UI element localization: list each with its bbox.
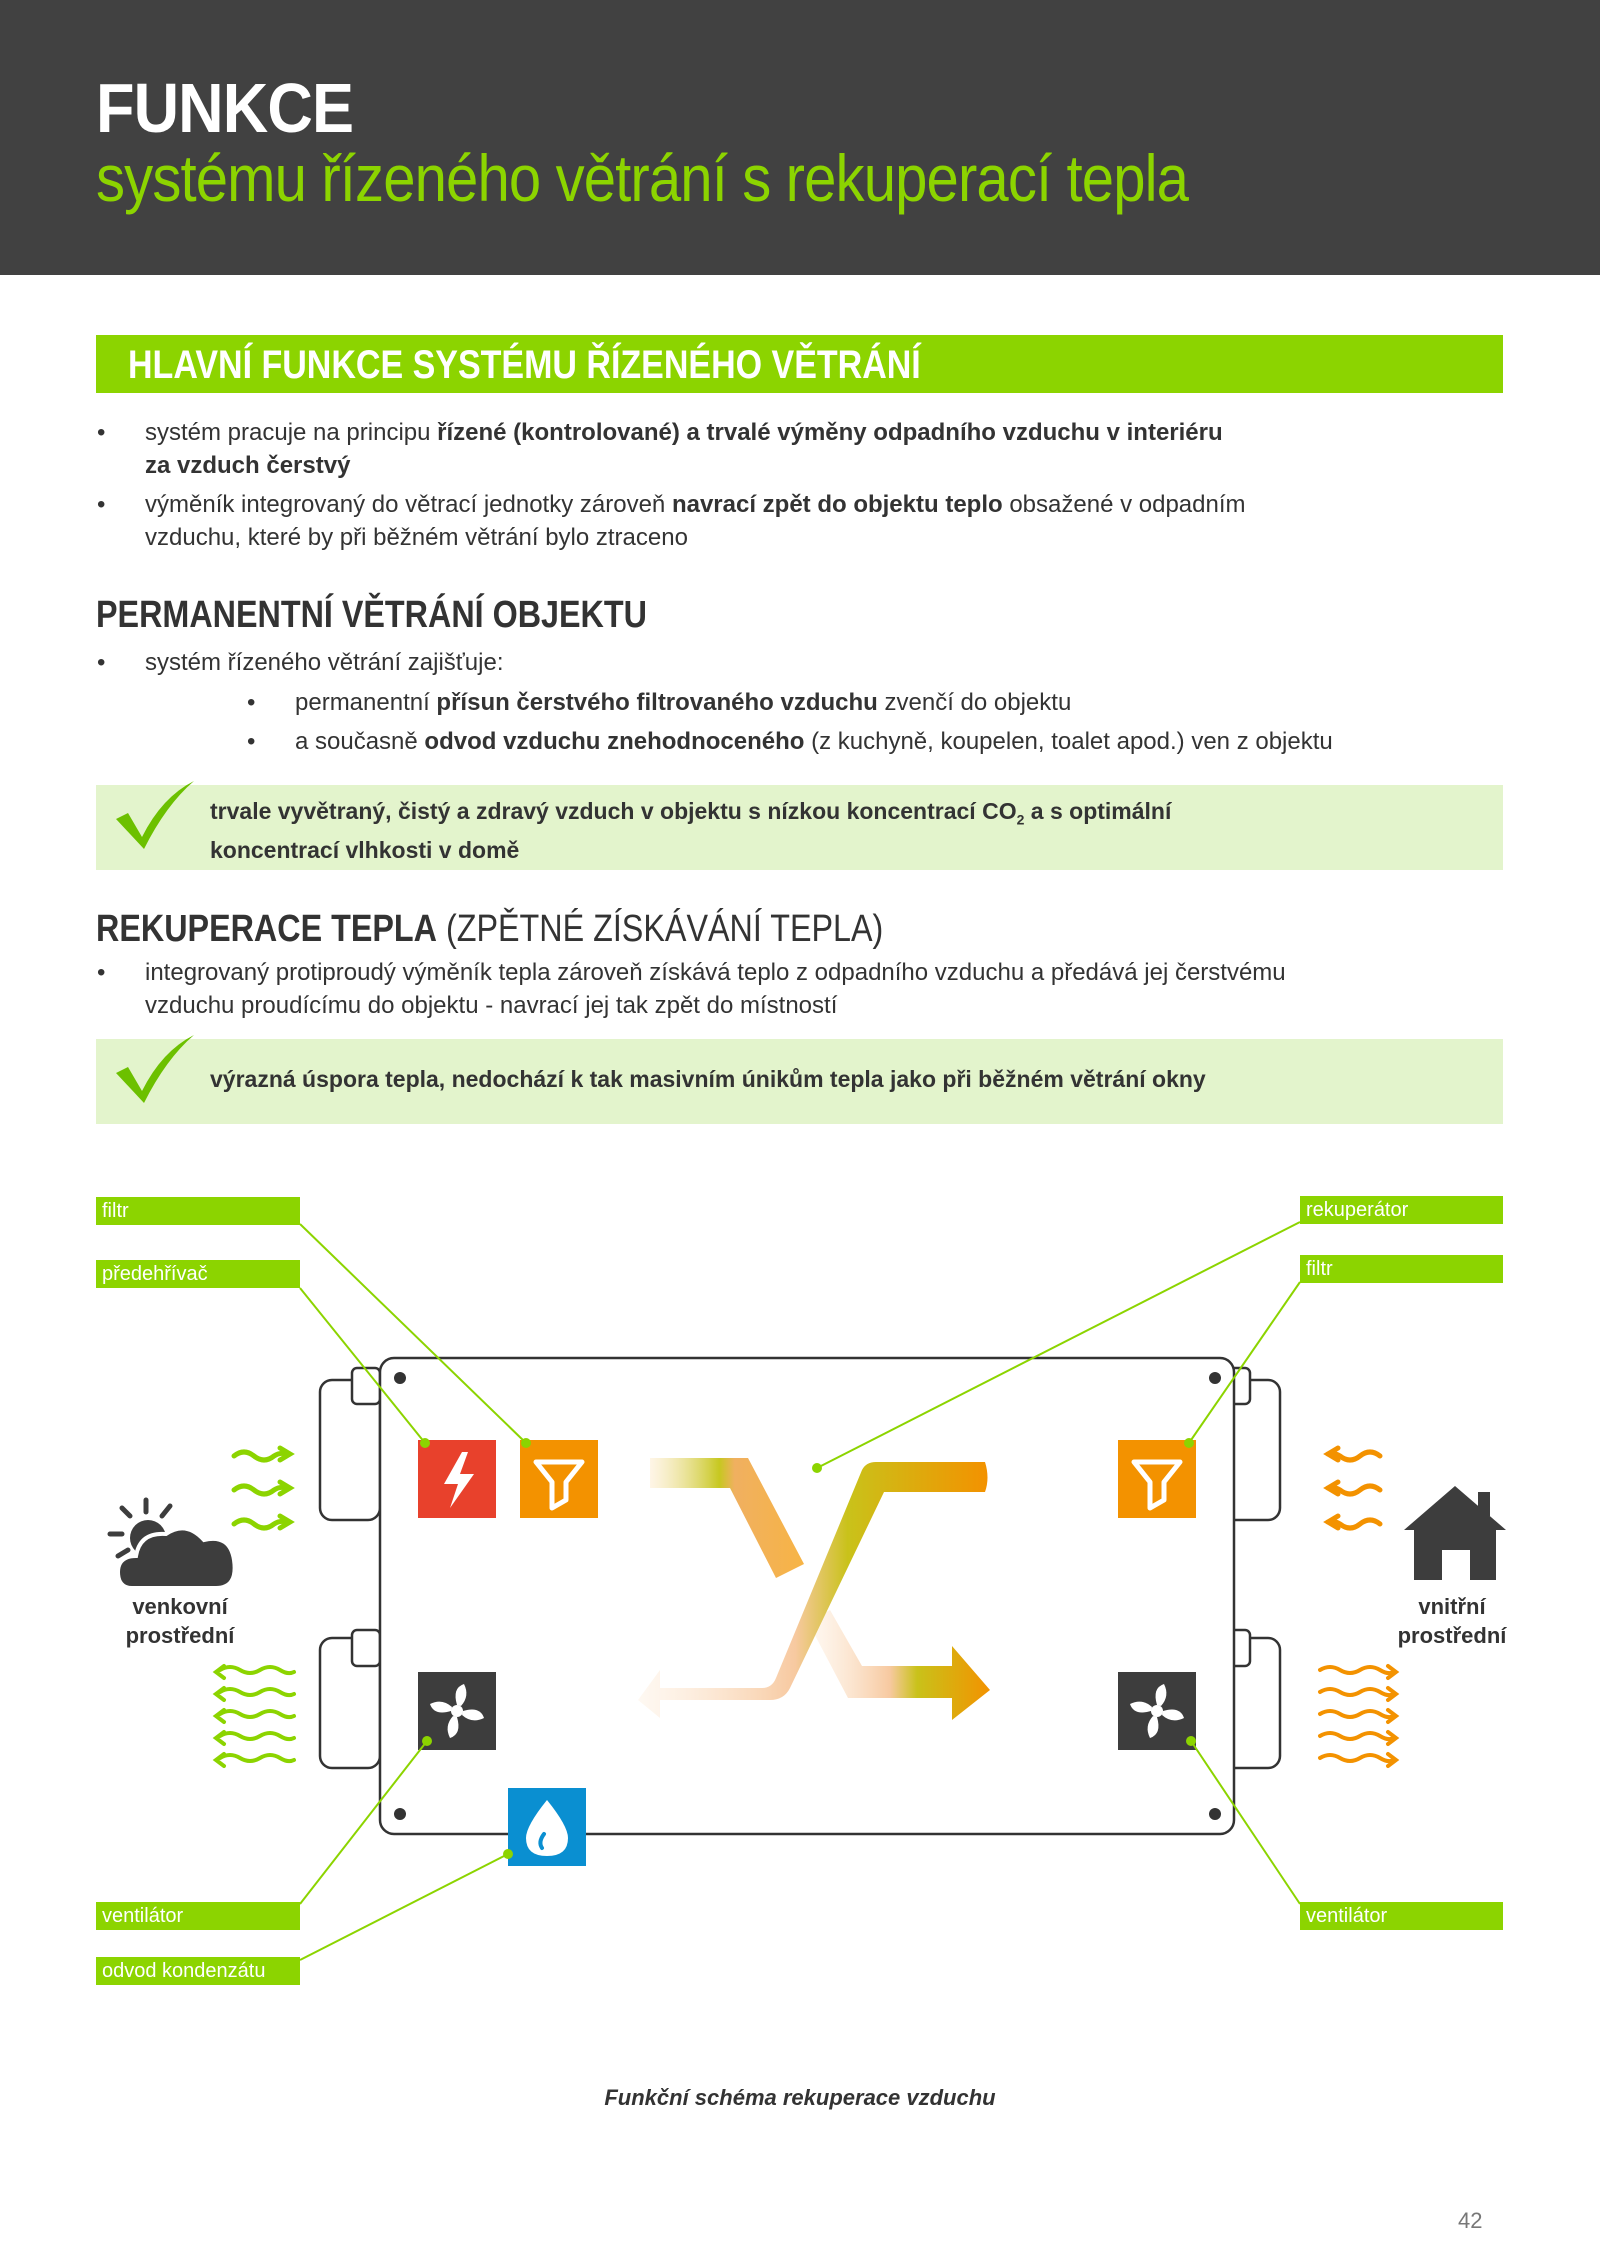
permanent-heading: PERMANENTNÍ VĚTRÁNÍ OBJEKTU (96, 594, 647, 636)
cloud-sun-icon (110, 1500, 235, 1588)
bullet-text: integrovaný protiproudý výměník tepla zároveň získává teplo z odpadního vzduchu a předává jej čerstvému (145, 959, 1286, 986)
indoor-line: prostřední (1397, 1623, 1507, 1648)
bullet-text: a současně (295, 728, 425, 755)
indoor-in-arrows (1328, 1448, 1380, 1528)
bullet-bold-text: za vzduch čerstvý (145, 452, 351, 479)
bullet-dot: • (97, 491, 106, 518)
checkmark-icon (114, 1033, 196, 1105)
indoor-line: vnitřní (1418, 1594, 1486, 1619)
label-predehrivac: předehřívač (96, 1260, 300, 1288)
indoor-label (1372, 1592, 1532, 1650)
airflow-out-arrows (216, 1666, 294, 1766)
bullet-permanent (97, 646, 504, 679)
label-filtr-left: filtr (96, 1197, 300, 1225)
benefit-box-2 (96, 1039, 1503, 1124)
label-filtr-right: filtr (1300, 1255, 1503, 1283)
bullet-bold-text: navrací zpět do objektu teplo (671, 491, 1003, 518)
sub-bullet-2 (247, 725, 1333, 758)
bullet-dot: • (97, 959, 106, 986)
bullet-text: permanentní (295, 689, 437, 716)
page-subtitle: systému řízeného větrání s rekuperací tepla (96, 141, 1189, 215)
bullet-text: vzduchu proudícímu do objektu - navrací jej tak zpět do místností (145, 992, 838, 1019)
lightning-icon (418, 1440, 496, 1518)
bullet-bold-text: řízené (kontrolované) a trvalé výměny odpadního vzduchu v interiéru (437, 419, 1223, 446)
bullet-text: obsažené v odpadním (1002, 491, 1246, 518)
bullet-text: zvenčí do objektu (877, 689, 1072, 716)
bullet-recuperation (97, 956, 1525, 1022)
fan-icon (1118, 1672, 1196, 1750)
bullet-bold-text: přísun čerstvého filtrovaného vzduchu (436, 689, 878, 716)
header-banner (0, 0, 1600, 275)
heading-bold: REKUPERACE TEPLA (96, 908, 437, 950)
label-ventilator-left: ventilátor (96, 1902, 300, 1930)
heading-light: (ZPĚTNÉ ZÍSKÁVÁNÍ TEPLA) (436, 908, 884, 950)
benefit-text-1 (210, 796, 1171, 865)
filter-icon (520, 1440, 598, 1518)
bullet-main-1 (97, 416, 1445, 482)
bullet-dot: • (97, 419, 106, 446)
bullet-text: systém řízeného větrání zajišťuje: (145, 649, 504, 676)
section-heading-bar (96, 335, 1503, 393)
bullet-text: výměník integrovaný do větrací jednotky zároveň (145, 491, 672, 518)
diagram-caption: Funkční schéma rekuperace vzduchu (604, 2085, 996, 2110)
label-ventilator-right: ventilátor (1300, 1902, 1503, 1930)
filter-icon (1118, 1440, 1196, 1518)
label-odvod-kondenzatu: odvod kondenzátu (96, 1957, 300, 1985)
benefit-line: a s optimální (1024, 798, 1172, 824)
house-icon (1404, 1486, 1506, 1580)
benefit-box-1 (96, 785, 1503, 870)
benefit-line: koncentrací vlhkosti v domě (210, 836, 520, 863)
page-number: 42 (1458, 2208, 1483, 2233)
page-title: FUNKCE (96, 69, 354, 147)
recuperation-heading (96, 908, 883, 951)
benefit-text-2: výrazná úspora tepla, nedochází k tak masivním únikům tepla jako při běžném větrání okny (210, 1066, 1206, 1092)
subscript: 2 (1016, 811, 1025, 828)
bullet-text: systém pracuje na principu (145, 419, 438, 446)
bullet-main-2 (97, 488, 1445, 554)
airflow-in-arrows (234, 1448, 290, 1528)
sub-bullet-1 (247, 686, 1072, 719)
label-rekuperator: rekuperátor (1300, 1196, 1503, 1224)
bullet-dot: • (247, 689, 256, 716)
outdoor-line: prostřední (125, 1623, 235, 1648)
section-heading: HLAVNÍ FUNKCE SYSTÉMU ŘÍZENÉHO VĚTRÁNÍ (128, 343, 921, 387)
indoor-out-arrows (1320, 1666, 1396, 1766)
checkmark-icon (114, 779, 196, 851)
benefit-line: trvale vyvětraný, čistý a zdravý vzduch v objektu s nízkou koncentrací CO (210, 798, 1017, 824)
outdoor-line: venkovní (132, 1594, 228, 1619)
bullet-text: vzduchu, které by při běžném větrání bylo ztraceno (145, 524, 688, 551)
outdoor-label (100, 1592, 260, 1650)
bullet-dot: • (97, 649, 106, 676)
bullet-text: (z kuchyně, koupelen, toalet apod.) ven z objektu (804, 728, 1333, 755)
bullet-dot: • (247, 728, 256, 755)
bullet-bold-text: odvod vzduchu znehodnoceného (424, 728, 805, 755)
water-drop-icon (508, 1788, 586, 1866)
